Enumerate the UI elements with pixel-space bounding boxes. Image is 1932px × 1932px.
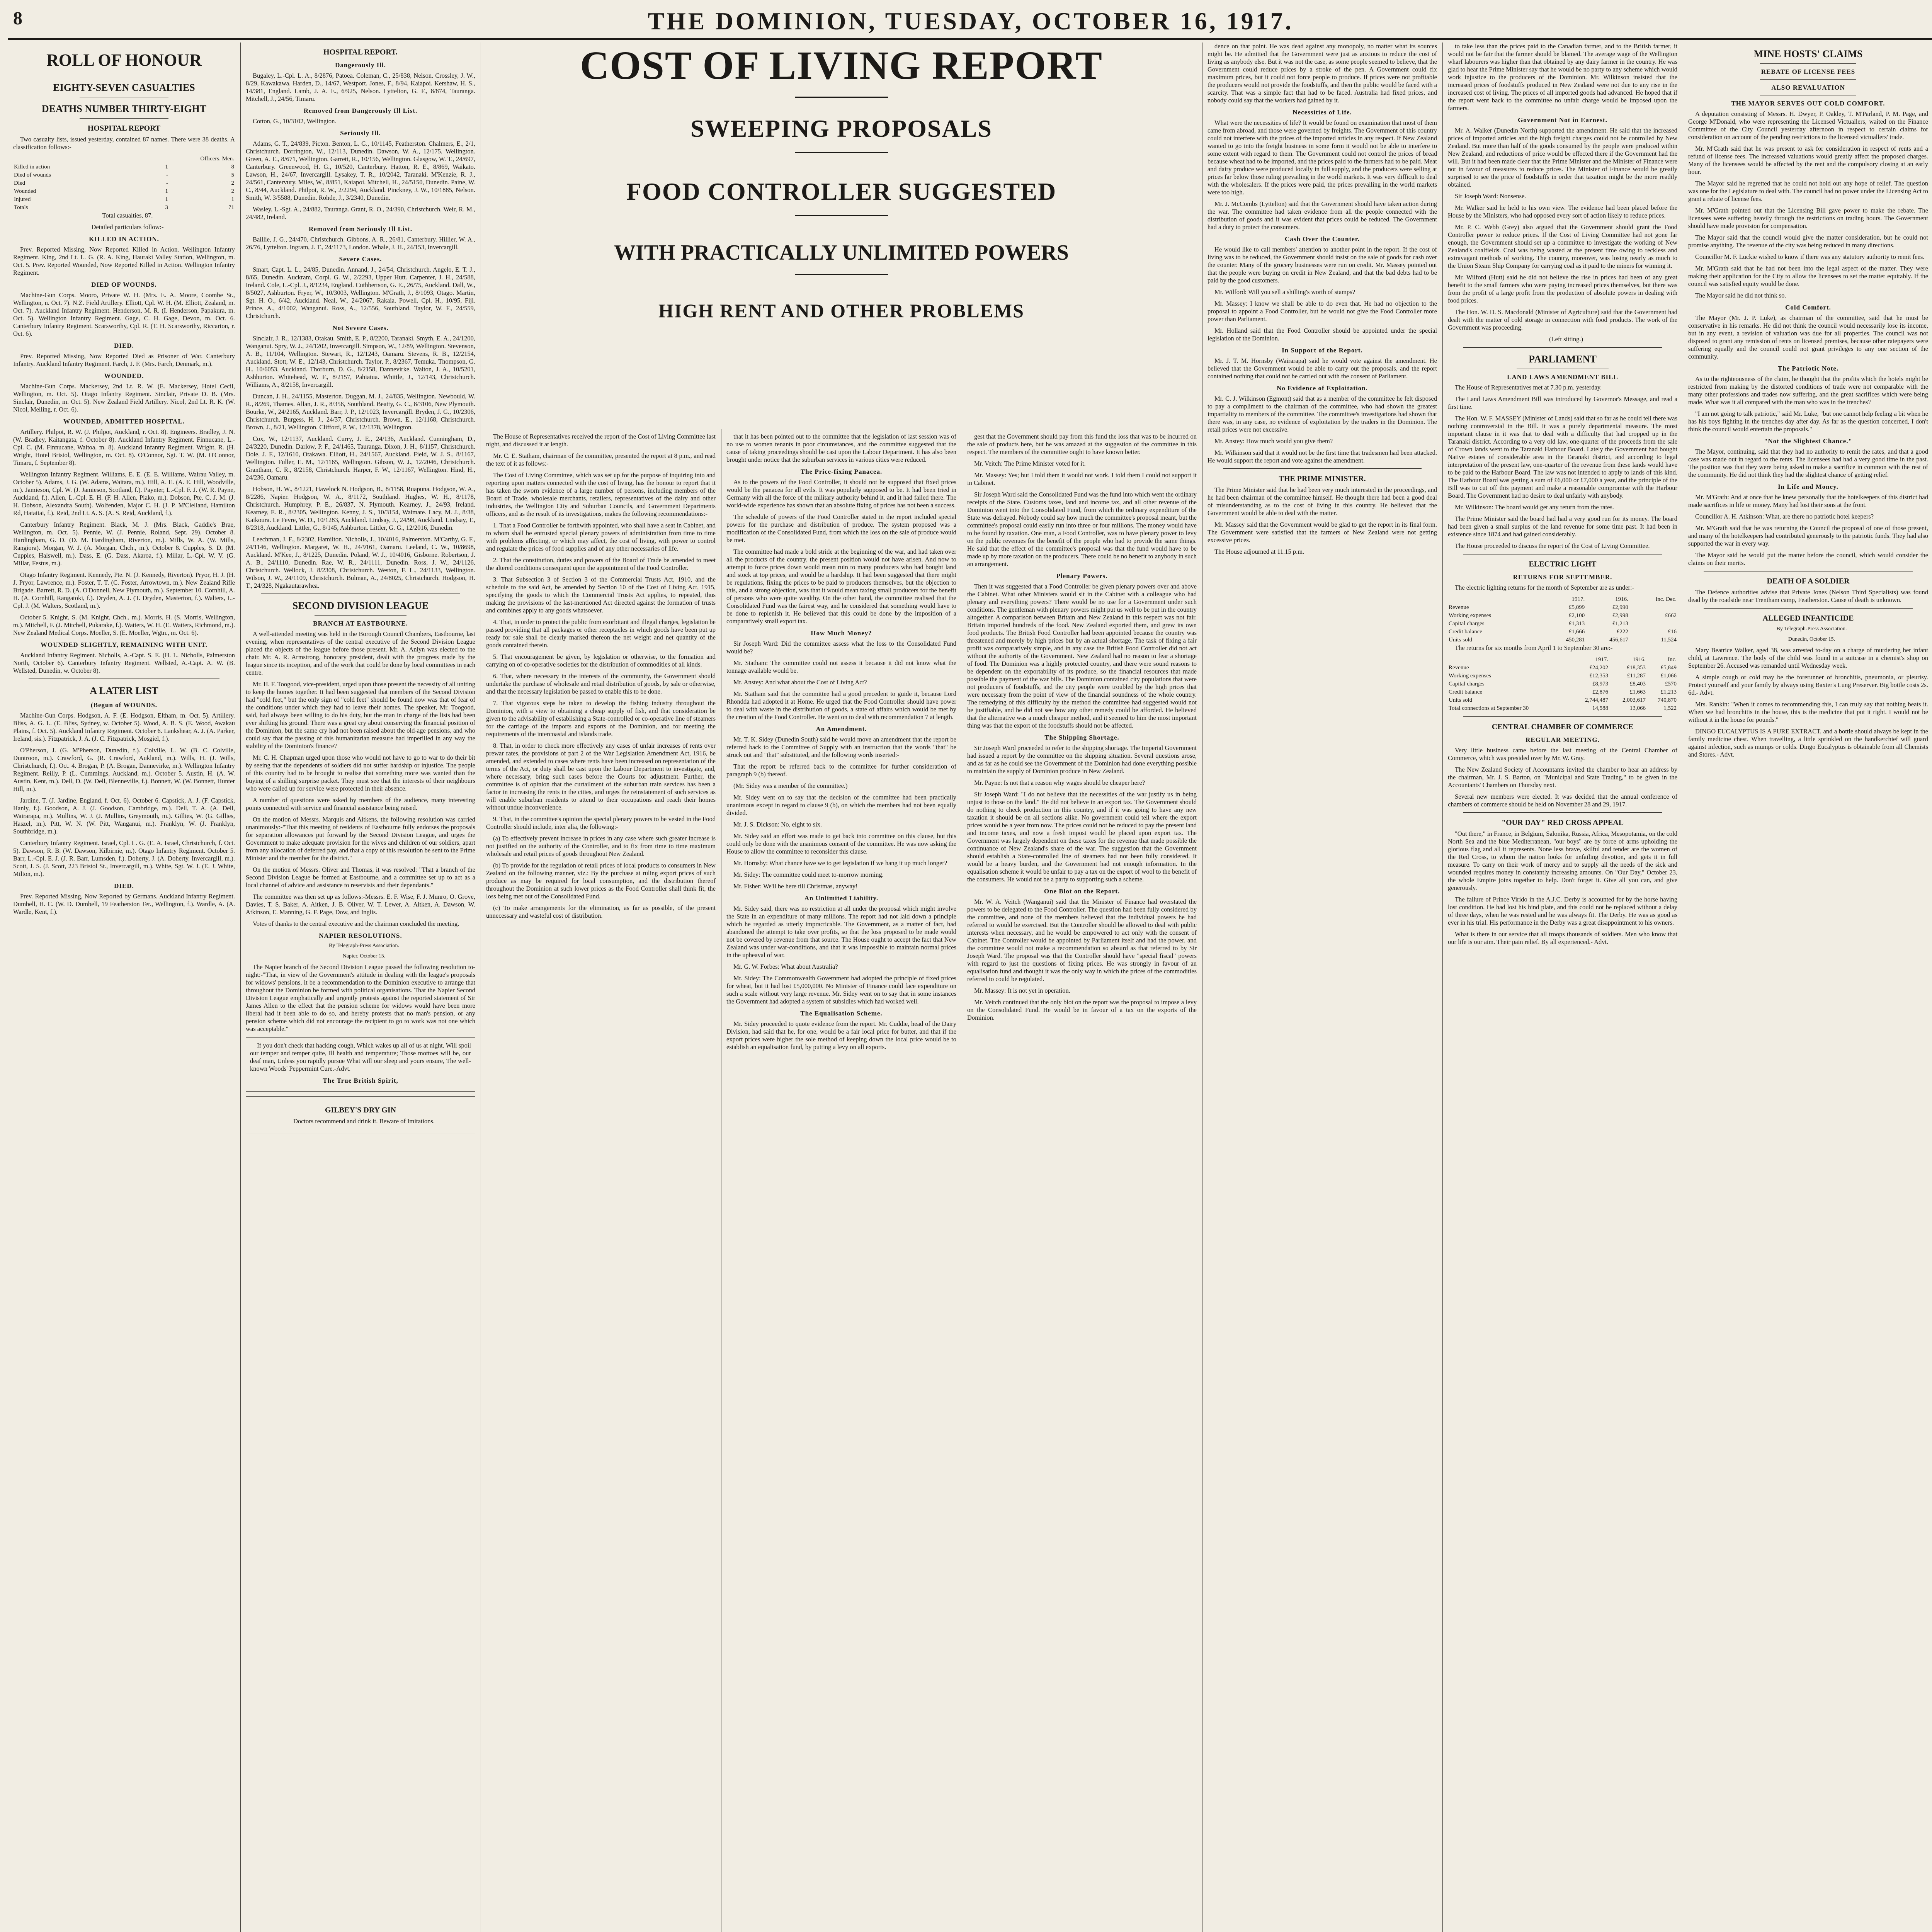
table-row: Revenue £5,099 £2,990 — [1449, 604, 1628, 611]
article-paragraph: Machine-Gun Corps. Mackersey, 2nd Lt. R. W. (E. Mackersey, Hotel Cecil, Wellington, m. Oct. 5). Otago Infantry Regiment. Sinclair, Private D. B. (Mrs. Sinclair, Dunedin, m. Oct. 5). New Zealand Field Artillery. Nicol, 2nd Lt. R. K. (W. Nicol, Melling, r. Oct. 6). — [13, 383, 235, 413]
article-paragraph: Prev. Reported Missing, Now Reported Killed in Action. Wellington Infantry Regiment. King, 2nd Lt. L. G. (R. A. King, Hauraki Valley Station, Wellington, m. Oct. 5. Prev. Reported Wounded, Now Reported Killed in Action. Wellington Infantry Regiment. — [13, 246, 235, 276]
sub-heading: DIED. — [114, 882, 134, 889]
divider — [1223, 468, 1422, 469]
article-paragraph: The Prime Minister said the board had had a very good run for its money. The board had been given a small surplus of the land revenue for some time past. It had been in existence since 1874 and had gained considerably. — [1448, 515, 1677, 538]
article-paragraph: The schedule of powers of the Food Controller stated in the report included special powers for the purchase and distribution of produce. The system proposed was a modification of the Consolidated Fund, from which the loss on the sale of produce would be met. — [726, 513, 956, 544]
banner-headline: COST OF LIVING REPORT — [580, 43, 1103, 88]
table-row: Injured 1 1 — [14, 196, 234, 202]
article-paragraph: Mr. Hornsby: What chance have we to get legislation if we hang it up much longer? — [733, 859, 947, 867]
article-paragraph: 4. That, in order to protect the public from exorbitant and illegal charges, legislation be passed providing that all packages or other receptacles in which goods have been put up ready for sale shall be clearly marked thereon the net weight and net quantity of the goods contained therein. — [486, 618, 716, 649]
table-row: Working expenses £2,100 £2,998 £662 — [1449, 612, 1677, 619]
article-paragraph: 8. That, in order to check more effectively any cases of unfair increases of rents over prewar rates, the provisions of part 2 of the War Legislation Amendment Act, 1916, be amended, and extended to cases where rents have been increased on representation of the terms of the Act, or duty shall be cast upon the Labour Department to investigate, and, where necessary, bring such cases before the Courts for adjustment. Further, the committee is of opinion that the curtailment of the suburban train services has been a factor in increasing the rents in the cities, and urges the reinstatement of such services as will enable suburban residents to attend to their occupations and reach their homes without undue inconvenience. — [486, 742, 716, 811]
sub-heading: REBATE OF LICENSE FEES — [1761, 68, 1855, 75]
table-row: Totals 3 71 — [14, 204, 234, 211]
article-paragraph: Mr. Massey said that the Government would be glad to get the report in its final form. The Government were satisfied that the farmers of New Zealand were not getting excessive prices. — [1208, 521, 1437, 544]
divider — [795, 97, 888, 98]
article-paragraph: A number of questions were asked by members of the audience, many interesting points connected with service and financial assistance being raised. — [246, 796, 475, 811]
divider — [1760, 79, 1856, 80]
article-paragraph: Mr. J. McCombs (Lyttelton) said that the Government should have taken action during the war. The committee had taken evidence from all the people connected with the distribution of goods and it was evident that prices could be reduced. The Government had a duty to protect the consumers. — [1208, 200, 1437, 231]
advertisement-gin — [246, 1096, 475, 1133]
sub-heading: Removed from Dangerously Ill List. — [303, 107, 418, 114]
article-paragraph: He would like to call members' attention to another point in the report. If the cost of living was to be reduced, the Government should insist on the sale of goods for cash over the counter. Many of the grocery businesses were run on credit. Mr. Massey pointed out that the people were buying on credit in New Zealand, and that the bad debts had to be paid by the good customers. — [1208, 246, 1437, 284]
sub-heading: EIGHTY-SEVEN CASUALTIES — [53, 82, 195, 93]
article-paragraph: The Mayor said he would put the matter before the council, which would consider the claims on their merits. — [1688, 551, 1928, 566]
divider — [1463, 716, 1662, 717]
article-paragraph: Mr. Sidey: The Commonwealth Government had adopted the principle of fixed prices for wheat, but it had lost £5,000,000. No Minister of Finance could face expenditure on such a scale without very large revenue. Mr. Sidey went on to say that in some instances the Government had adopted a system of subsidies which had worked well. — [726, 975, 956, 1005]
sub-heading: HOSPITAL REPORT — [87, 124, 161, 133]
dateline: Napier, October 15. — [342, 953, 386, 959]
article-paragraph: Otago Infantry Regiment. Kennedy, Pte. N. (J. Kennedy, Riverton). Pryor, H. J. (H. J. Pryor, Lawrence, m.). Foster, T. T. (C. Foster, Arrowtown, m.). New Zealand Rifle Brigade. Barrett, R. D. (A. O'Donnell, New Plymouth, m.). September 10. Cornhill, A. H. (A. Cornhill, Rangatoki, f.). Dryden, A. J. (T. Dryden, Masterton, f.). Walters, L.-Cpl. J. (M. Walters, Scotland, m.). — [13, 571, 235, 609]
banner-subheadline: FOOD CONTROLLER SUGGESTED — [626, 178, 1057, 205]
article-paragraph: Mr. Veitch continued that the only blot on the report was the proposal to impose a levy on the Consolidated Fund. He would be in favour of a tax on the exports of the Dominion. — [967, 998, 1197, 1021]
article-paragraph: Mr. W. A. Veitch (Wanganui) said that the Minister of Finance had overstated the powers to be delegated to the Food Controller. The question had been fully considered by the committee, and none of the members believed that the individual powers he had referred to would be exercised. But the Controller should be allowed to deal with public interests when necessary, and he would be empowered to act only with the consent of Cabinet. The Controller would be appointed by Parliament itself and had the power, and the committee would not make a recommendation so absurd as that referred to by Sir Joseph Ward. The proposal was that the Controller should have "special fiscal" powers with regard to just the questions of fixing prices. He was strongly in favour of an equalisation fund and thought it was the only way in which the prices of the commodities referred to could be regulated. — [967, 898, 1197, 983]
divider — [795, 215, 888, 216]
article-paragraph: Mr. Massey: Yes; but I told them it would not work. I told them I could not support it in Cabinet. — [967, 471, 1197, 486]
article-paragraph: Bugaley, L.-Cpl. L. A., 8/2876, Patoea. Coleman, C., 25/838, Nelson. Crossley, J. W., 8/29, Kawakawa. Harden, D., 14/67, Westport. Jones, F., 8/94, Kaiapoi. Kershaw, H. S., 14/381, England. Lamb, J. A. E., 6/925, Nelson. Lyttelton, G. F., 8/874, Tauranga. Mitchell, J., 24/56, Timaru. — [246, 72, 475, 102]
article-paragraph: Mr. Sidey proceeded to quote evidence from the report. Mr. Cuddie, head of the Dairy Division, had said that he, for one, would be a fair local price for butter, and that if the export prices were higher the sole method of keeping down the local price would be to establish an equalisation fund, by putting a levy on all exports. — [726, 1020, 956, 1051]
article-paragraph: On the motion of Messrs. Marquis and Aitkens, the following resolution was carried unanimously:-"That this meeting of residents of Eastbourne fully endorses the proposals for separation allowances put forward by the Second Division League, and urges the Government to make adequate provision for the wives and children of our soldiers, apart from any allocation of deferred pay, and that a copy of this resolution be sent to the Prime Minister and the member for the district." — [246, 816, 475, 862]
article-paragraph: What were the necessities of life? It would be found on examination that most of them came from abroad, and those were governed by freights. The Government of this country could not interfere with the prices of the imported articles in any respect. If New Zealand wanted to go into the freight business in some form it would not be able to interfere to some extent with regard to them. The Government could not control the prices of bread because wheat had to be imported, and the prices paid to the farmers had to be paid. Meat and dairy produce were produced locally in full supply, and the producers were selling at prices far below those ruling prevailing in the world markets. It was very difficult to deal with the wholesalers. If the prices were paid, the prices prevailing in the world markets were too high. — [1208, 119, 1437, 196]
table-row: Credit balance £2,876 £1,663 £1,213 — [1449, 689, 1677, 695]
article-paragraph: Auckland Infantry Regiment. Nicholls, A.-Capt. S. E. (H. L. Nicholls, Palmerston North, October 6). Canterbury Infantry Regiment. Wellsted, A.-Capt. A. W. (B. Wellsted, Dunedin, w. October 8). — [13, 651, 235, 674]
sub-heading: Dangerously Ill. — [335, 61, 386, 69]
article-paragraph: What is there in our service that all troops thousands of soldiers. Men who know that our life is our aim. Their pain relief. By all experienced.- Advt. — [1448, 930, 1677, 946]
column-cost-of-living-1 — [481, 433, 721, 1932]
divider — [80, 118, 168, 119]
article-paragraph: that it has been pointed out to the committee that the legislation of last session was of no use to women tenants in poor circumstances, and the committee suggested that the cause of taking proceedings should be cast upon the Labour Department. It has also been brought under notice that the suburban services in various cities were reduced. — [726, 433, 956, 463]
byline: By Telegraph-Press Association. — [329, 943, 399, 949]
sub-heading: In Life and Money. — [1778, 483, 1838, 490]
article-paragraph: The Cost of Living Committee, which was set up for the purpose of inquiring into and reporting upon matters connected with the cost of living, has the honour to report that it has taken the sworn evidence of a large number of persons, including members of the Board of Trade, wholesale merchants, retailers, representatives of the dairy and other industries, the Wellington City and Suburban Councils, and Government Departments officers, and as the result of its investigations, makes the following recommendations:- — [486, 471, 716, 517]
article-paragraph: Mr. Massey: I know we shall be able to do even that. He had no objection to the proposal to appoint a Food Controller, but he would not give the Food Controller more power than Parliament. — [1208, 300, 1437, 323]
divider — [1463, 812, 1662, 813]
article-paragraph: Mrs. Rankin: "When it comes to recommending this, I can truly say that nothing beats it. When we had bronchitis in the house, this is the medicine that put it right. I would not be without it in the house for pounds." — [1688, 701, 1928, 723]
article-paragraph: Machine-Gun Corps. Mooro, Private W. H. (Mrs. E. A. Moore, Coombe St., Wellington, n. Oct. 7). N.Z. Field Artillery. Elliott, Cpl. W. H. (M. Elliott, Zealand, m. Oct. 7). Auckland Infantry Regiment. Henderson, M. R. (I. Henderson, Papakura, m. Oct. 5). Wellington Infantry Regiment. Gage, C. H. Gage, Devon, m. Oct. 6. Canterbury Infantry Regiment. Scarsworthy, Cpl. R. (T. H. Scarsworthy, Riccarton, r. Oct. 6). — [13, 291, 235, 337]
article-paragraph: Mr. Anstey: How much would you give them? — [1214, 437, 1333, 445]
table-row: Credit balance £1,666 £222 £16 — [1449, 629, 1677, 635]
column-cost-of-living-4 — [1202, 43, 1442, 1932]
article-paragraph: The House adjourned at 11.15 p.m. — [1214, 548, 1304, 555]
article-paragraph: Canterbury Infantry Regiment. Black, M. J. (Mrs. Black, Gaddie's Brae, Wellington, m. Oct. 5). Pennie, W. (J. Pennie, Roland, Sept. 29). October 8. Hardingham, G. D. (D. M. Hardingham, Riverton, m.). Mills, W. A. (W. Mills, Rangiora). Morgan, W. J. (A. Morgan, Chch., m.). October 8. Cupples, S. D. (M. Cupples, Halswell, m.). Dass, E. (G. Dass, Akaroa, f.). Millar, L.-Cpl. W. V. (G. Millar, Festus, m.). — [13, 521, 235, 567]
article-paragraph: Councillor A. H. Atkinson: What, are there no patriotic hotel keepers? — [1695, 513, 1874, 520]
article-paragraph: Mr. M'Grath said that he was returning the Council the proposal of one of those present, and many of the hotelkeepers had contributed generously to the patriotic funds. They had also supported the war in every way. — [1688, 524, 1928, 547]
article-paragraph: On the motion of Messrs. Oliver and Thomas, it was resolved: "That a branch of the Second Division League be formed at Eastbourne, and a committee set up to act as a local channel of advice and assistance to reservists and their dependants." — [246, 866, 475, 889]
article-paragraph: Mr. J. S. Dickson: No, eight to six. — [733, 821, 822, 828]
article-paragraph: O'Pherson, J. (G. M'Pherson, Dunedin, f.). Colville, L. W. (B. C. Colville, Duntroon, m.). Crawford, G. (R. Crawford, Aukland, m.). Wills, H. (J. Wills, Christchurch, f.). Oct. 4. Brogan, P. (A. Brogan, Dannevirke, m.). Wellington Infantry Regiment. Reilly, P. (L. Cummings, Auckland, m.). October 5. Austin, H. (A. W. Austin, Kent, m.). Dell, D. (W. Dell, Blenneville, f.). Bonnett, W. (W. Bonnett, Hunter Hill, m.). — [13, 747, 235, 793]
table-row: 1917. 1916. Inc. Dec. — [1571, 596, 1677, 602]
sub-heading: DIED OF WOUNDS. — [91, 281, 157, 288]
article-paragraph: Duncan, J. H., 24/1155, Masterton. Duggan, M. J., 24/835, Wellington. Newbould, W. R., 8/269, Thames. Allan, J. R., 8/356, Southland. Beatty, G. C., 8/3106, New Plymouth. Bourke, W., 24/2165, Auckland. Barr, J. P., 12/1023, Invercargill. Bryden, J. G., 10/2306, Christchurch. Burgess, H. J., 24/37, Christchurch. Brown, E., 12/1168, Christchurch. Brown, J., 8/21, Wellington. Clifford, P. W., 12/1378, Wellington. — [246, 393, 475, 431]
sub-heading: Plenary Powers. — [1056, 572, 1108, 580]
sub-heading: DEATHS NUMBER THIRTY-EIGHT — [41, 103, 207, 114]
banner-subheadline: WITH PRACTICALLY UNLIMITED POWERS — [614, 241, 1069, 265]
article-paragraph: "Out there," in France, in Belgium, Salonika, Russia, Africa, Mesopotamia, on the cold North Sea and the blue Mediterranean, "our boys" are by force of arms upholding the glorious flag and all it represents. None less brave, skilful and tender are the women of the Red Cross, to whom the nation looks for unfailing devotion, and gets it in full measure. To carry on their work of mercy and to supply all the needs of the sick and wounded requires money in constantly increasing amounts. On "Our Day," October 23, the whole Empire joins together to help. Don't forget it. Give all you can, and give generously. — [1448, 830, 1677, 891]
article-paragraph: 7. That vigorous steps be taken to develop the fishing industry throughout the Dominion, with a view to obtaining a cheap supply of fish, and that consideration be given to the advisability of establishing a State-controlled or co-operative line of steamers for the carriage of the imports and exports of the Dominion, and for meeting the requirements of the intercoastal and islands trade. — [486, 699, 716, 738]
article-paragraph: Votes of thanks to the central executive and the chairman concluded the meeting. — [253, 920, 459, 927]
article-paragraph: Mary Beatrice Walker, aged 38, was arrested to-day on a charge of murdering her infant child, at Lawrence. The body of the child was found in a suitcase in a chemist's shop on September 26. Accused was remanded until Wednesday week. — [1688, 646, 1928, 669]
article-paragraph: Leechman, J. F., 8/2302, Hamilton. Nicholls, J., 10/4016, Palmerston. M'Carthy, G. F., 24/1146, Wellington. Margaret, W. H., 24/9161, Oamaru. Leeland, C. W., 10/8698, Auckland. M'Kee, J., 8/1225, Dunedin. Poland, W. J., 10/4016, Gisborne. Robertson, J. A. B., 24/1110, Dunedin. Rae, W. R., 24/1111, Dunedin. Ross, J. W., 24/1126, Christchurch. Wellock, J. 8/2308, Christchurch. Weston, F. L., 24/1133, Wellington. Wilson, J. W., 24/1109, Christchurch. Bulman, A., 24/8025, Christchurch. Hodgson, H. T., 24/328, Ngakautarawhea. — [246, 536, 475, 589]
electric-returns-six-months-table — [1448, 656, 1677, 713]
table-row: Died - 2 — [14, 180, 234, 186]
detailed-line: Detailed particulars follow:- — [91, 223, 164, 231]
article-paragraph: Mr. Payne: Is not that a reason why wages should be cheaper here? — [974, 779, 1145, 786]
article-paragraph: Sinclair, J. R., 12/1383, Otakau. Smith, E. P., 8/2200, Taranaki. Smyth, E. A., 24/1200, Wanganui. Spry, W. J., 24/1202, Invercargill. Simpson, W., 12/89, Wellington. Stevenson, A. B., 11/104, Wellington. Stewart, R., 12/1243, Oamaru. Stevens, R. B., 12/2154, Auckland. Stott, W. E., 12/143, Christchurch. Taylor, P., 8/2367, Temuka. Thompson, G. H., 10/6053, Auckland. Thorburn, D. G., 8/2158, Dannevirke. Walton, J. A., 10/5201, Ashburton. Whitehead, W. F., 8/2157, Pahiatua. Whittle, J., 12/143, Christchurch. Williams, A., 8/2158, Invercargill. — [246, 335, 475, 388]
column-cost-of-living-3 — [962, 433, 1202, 1932]
article-paragraph: The Hon. W. D. S. Macdonald (Minister of Agriculture) said that the Government had dealt with the matter of cold storage in connection with food products. The work of the Government was proceeding. — [1448, 308, 1677, 331]
article-paragraph: Cox, W., 12/1137, Auckland. Curry, J. E., 24/136, Auckland. Cunningham, D., 24/3220, Dunedin. Darlow, P. F., 24/1465, Tauranga. Dixon, J. H., 8/1157, Christchurch. Dole, J. F., 12/1610, Otakawa. Elliott, H., 24/1567, Auckland. Field, W. J. S., 8/1167, Wellington. Fuller, E. M., 12/1165, Wellington. Gibson, W. J., 12/2046, Christchurch. Grantham, C. R., 8/2158, Christchurch. Harper, F. W., 12/1167, Wellington. Hind, H., 24/236, Oamaru. — [246, 435, 475, 481]
article-paragraph: Adams, G. T., 24/839, Picton. Benton, L. G., 10/1145, Featherston. Chalmers, E., 2/1, Christchurch. Dorrington, W., 12/113, Dunedin. Dawson, W. A., 12/175, Wellington. Green, A. E., 8/671, Wellington. Garrett, R., 10/156, Wellington. Glasgow, W. T., 24/697, Canterbury. Greenwood, H. G., 10/520, Canterbury. Hatton, R. E., 8/869, Waikato. Lawson, H., 24/67, Invercargill. Lysakey, T. R., 10/2042, Taranaki. M'Kenzie, R. J., 24/561, Cantervury. Miles, W., 8/851, Kaiapoi. Mitchell, H., 24/5150, Dunedin. Paine, W. C., 8/44, Auckland. Philpot, R. W., 2/2294, Auckland. Pinckney, J. W., 10/1885, Nelson. Smith, W. 3/5588, Dunedin. Rohde, J., 3/2340, Dunedin. — [246, 140, 475, 201]
article-paragraph: Mr. G. W. Forbes: What about Australia? — [733, 963, 838, 970]
article-paragraph: Sir Joseph Ward proceeded to refer to the shipping shortage. The Imperial Government had issued a report by the committee on the shipping situation. Several questions arose, and as far as he could see the Government of the Dominion had done everything possible to maintain the supply of Dominion produce in New Zealand. — [967, 744, 1197, 775]
section-heading: THE PRIME MINISTER. — [1279, 474, 1366, 483]
section-heading: PARLIAMENT — [1529, 354, 1597, 365]
article-paragraph: Baillie, J. G., 24/470, Christchurch. Gibbons, A. R., 26/81, Canterbury. Hillier, W. A., 26/76, Lyttelton. Ingram, J. T., 24/1173, London. Whale, J. H., 24/153, Invercargill. — [246, 236, 475, 251]
article-paragraph: The Mayor said he regretted that he could not hold out any hope of relief. The question was one for the Legislature to deal with. The council had no power under the Licensing Act to grant a rebate of license fees. — [1688, 180, 1929, 202]
article-paragraph: Mr. A. Walker (Dunedin North) supported the amendment. He said that the increased prices of imported articles and the high freight charges could not be controlled by New Zealand. But more than half of the goods consumed by the people were produced within New Zealand, and reductions of price would be effected there if the Government had the will. But it had been made clear that the Prime Minister and the Minister of Finance were not in favour of measures to reduce prices. The Minister of Finance would be greatly surprised to see the price of foodstuffs in order that taxation might be the more readily obtained. — [1448, 127, 1677, 188]
advert-text: If you don't check that hacking cough, Which wakes up all of us at night, Will spoil our temper and temper quite, Ill health and temperature; Those mottoes will be, our deaf man, Unless you rapidly pursue What will our sleep and yours ensure, The well-known Woods' Peppermint Cure.-Advt. — [250, 1042, 471, 1072]
article-paragraph: A simple cough or cold may be the forerunner of bronchitis, pneumonia, or pleurisy. Protect yourself and your family by always using Baxter's Lung Preserver. Big bottle costs 2s. 6d.- Advt. — [1688, 673, 1928, 696]
sub-heading: DIED. — [114, 342, 134, 349]
article-paragraph: Smart, Capt. L. L., 24/85, Dunedin. Annand, J., 24/54, Christchurch. Angelo, E. T. J., 8/65, Dunedin. Auckram, Corpl. G. W., 2/2293, Upper Hutt. Carpenter, J. H., 24/588, Ireland. Cole, L.-Cpl. J., 8/1234, England. Cuthbertson, G. E., 26/75, Auckland. Dall, W., 8/5027, Ashburton. Fryer, W., 10/3003, Wellington. M'Grath, J., 8/1093, Otago. Martin, Sgt. H. O., 6/42, Auckland. Neal, W., 24/2067, Rakaia. Powell, Cpl. H., 10/95, Fiji. Prince, A., 4/1002, Wanganui. Ross, A., 12/556, Southland. Taylor, W. F., 24/559, Christchurch. — [246, 266, 475, 320]
divider — [795, 152, 888, 153]
article-paragraph: Mr. Wilford (Hutt) said he did not believe the rise in prices had been of any great benefit to the small farmers who were paying increased prices themselves, but there was from the profit of a large profit from the production of absolute powers in dealing with food prices. — [1448, 274, 1677, 304]
article-paragraph: Councillor M. F. Luckie wished to know if there was any statutory authority to remit fees. — [1695, 253, 1925, 260]
sub-heading: Government Not in Earnest. — [1518, 116, 1607, 124]
article-paragraph: As to the powers of the Food Controller, it should not be supposed that fixed prices would be the panacea for all evils. It was popularly supposed to be. It had been tried in Germany with all the force of the military authority behind it, and it had failed there. The world-wide experience has shown that an absolute fixing of prices has not been a success. — [726, 478, 956, 509]
total-line: Total casualties, 87. — [102, 212, 153, 219]
advertisement-cough — [246, 1037, 475, 1092]
article-paragraph: Mr. Statham: The committee could not assess it because it did not know what the tonnage available would be. — [726, 659, 956, 674]
sub-heading: WOUNDED, ADMITTED HOSPITAL. — [63, 418, 185, 425]
article-paragraph: Sir Joseph Ward said the Consolidated Fund was the fund into which went the ordinary receipts of the State. Customs taxes, land and income tax, and all other revenue of the Dominion went into the Consolidated Fund, from which the ordinary expenditure of the State was defrayed. Nobody could say how much the committee's proposal meant, but the committee's proposal could easily run into three or four millions. The money would have to be found by taxation. One man, a Food Controller, was to have plenary power to levy on the public revenues for the benefit of the people who had to provide the same things. He said that the effect of the committee's proposal was that the fund would have to be made up by more taxation on the producers. There could be no benefit to anybody in such an arrangement. — [967, 491, 1197, 568]
sub-heading: The Patriotic Note. — [1777, 365, 1839, 372]
sub-heading: (Begun of WOUNDS. — [90, 701, 158, 709]
table-row: Revenue £24,202 £18,353 £5,849 — [1449, 665, 1677, 671]
sub-heading: "Not the Slightest Chance." — [1764, 437, 1853, 445]
sub-heading: Severe Cases. — [339, 255, 382, 263]
section-heading: CENTRAL CHAMBER OF COMMERCE — [1492, 723, 1634, 731]
banner-subheadline: SWEEPING PROPOSALS — [690, 115, 993, 142]
article-paragraph: The committee had made a bold stride at the beginning of the war, and had taken over all the products of the country, the present position would not have arisen. And now to attempt to force prices down would mean ruin to many producers who had bought land and stock at top prices, and would be a hardship. It had been suggested that there might be regulations, fixing the prices to be paid to producers themselves, but the objection to this, and a strong objection, was that it would mean taxing small producers for the benefit of persons who were quite wealthy. On the other hand, the committee realised that the Consolidated Fund was the fairest way, and he considered that something would have to be done to replenish it. He believed that this could be done by the imposition of a comparatively small export tax. — [726, 548, 956, 625]
article-paragraph: Mr. Sidey: The committee could meet to-morrow morning. — [733, 871, 884, 878]
cost-of-living-banner — [481, 43, 1202, 323]
article-paragraph: 3. That Subsection 3 of Section 3 of the Commercial Trusts Act, 1910, and the schedule to the said Act, be amended by Section 10 of the Cost of Living Act, 1915, specifying the goods to which the Commercial Trusts Act applies, to repeated, thus making the provisions of the last-mentioned Act directed against the formation of trusts and combines apply to any goods whatsoever. — [486, 576, 716, 614]
section-heading: DEATH OF A SOLDIER — [1767, 577, 1850, 585]
article-paragraph: The Napier branch of the Second Division League passed the following resolution to-night:-"That, in view of the Government's attitude in dealing with the league's proposals for widows' pensions, it be a recommendation to the Dominion executive to arrange that throughout the Dominion be formed with political organisations. That the Napier Second Division League emphatically and urgently protests against the reported statement of Sir James Allen to the effect that the pension scheme for widows would have been more liberal had it been able to do so, and hereby protests that no man's pension, or any pension scheme which did not encourage the recipient to go to work was not one which was acceptable." — [246, 963, 475, 1032]
article-paragraph: The Hon. W. F. MASSEY (Minister of Lands) said that so far as he could tell there was nothing controversial in the Bill. It was a purely departmental measure. The most important clause in it was that to deal with a difficulty that had cropped up in the Taranaki district. According to a very old law, one-quarter of the proceeds from the sale of Crown lands went to the Taranaki Harbour Board. Lately the Government had bought Native estates of considerable area in the Taranaki district, and according to legal interpretation of the present law, one-quarter of the revenue from these lands would have to be paid to the Harbour Board. The law was not intended to apply to lands of this kind. The Harbour Board was getting a sum of £6,000 or £7,000 a year, and the principle of the Bill was to cut off this payment and make a reasonable compromise with the Harbour Board. The Government had no desire to deal unfairly with anybody. — [1448, 415, 1677, 499]
table-row: Died of wounds - 5 — [14, 172, 234, 178]
table-row: Capital charges £1,313 £1,213 — [1449, 621, 1628, 627]
sub-heading: The Price-fixing Panacea. — [800, 468, 883, 475]
sub-heading: The Equalisation Scheme. — [800, 1010, 883, 1017]
article-paragraph: Artillery. Philpot, R. W. (J. Philpot, Auckland, r. Oct. 8). Engineers. Bradley, J. N. (W. Bradley, Kaitangata, f. October 8). Auckland Infantry Regiment. Finnucane, L.-Cpl. C. (M. Finnucane, Waitoa, m. 8). Auckland Infantry Regiment. Wright, R. (H. Wright, Hotel Bristol, Wellington, m. Oct. 8). O'Connor, Sgt. T. W. (M. O'Connor, Timaru, f. September 8). — [13, 428, 235, 466]
sub-heading: In Support of the Report. — [1282, 347, 1363, 354]
article-paragraph: The Mayor, continuing, said that they had no authority to remit the rates, and that a good case was made out in regard to the rents. The licensees had had a very good time in the past. The position was that they were being asked to make a sacrifice in common with the rest of the community. He did not think they had the slightest chance of getting relief. — [1688, 448, 1928, 478]
sub-heading: WOUNDED SLIGHTLY, REMAINING WITH UNIT. — [41, 641, 207, 648]
article-paragraph: Mr. M'Grath said that he had not been into the legal aspect of the matter. They were making their application for the City to allow the licensees to set the matter equitably. If the council was satisfied equity would be done. — [1688, 265, 1928, 287]
sub-heading: How Much Money? — [811, 629, 872, 637]
sub-heading: Cash Over the Counter. — [1285, 235, 1360, 243]
article-paragraph: The electric lighting returns for the month of September are as under:- — [1455, 584, 1634, 591]
sub-heading: Not Severe Cases. — [332, 324, 389, 332]
article-paragraph: Mr. M'Grath pointed out that the Licensing Bill gave power to make the rebate. The licensees were suffering heavily through the restrictions on trading hours. The Government should have made provision for compensation. — [1688, 207, 1928, 230]
article-paragraph: The Prime Minister said that he had been very much interested in the proceedings, and he had been chairman of the committee himself. He thought there had been a good deal of misunderstanding as to the cost of living in this country. He believed that the Government would be able to deal with the matter. — [1208, 486, 1437, 517]
sub-heading: THE MAYOR SERVES OUT COLD COMFORT. — [1731, 100, 1885, 107]
article-paragraph: October 5. Knight, S. (M. Knight, Chch., m.). Morris, H. (S. Morris, Wellington, m.). Mitchell, F. (J. Mitchell, Pukarake, f.). Watters, W. H. (E. Watters, Richmond, m.). New Zealand Medical Corps. Moeller, S. (E. Moeller, Wgtn., m. Oct. 6). — [13, 614, 235, 636]
sub-heading: REGULAR MEETING. — [1526, 736, 1600, 743]
section-heading: ELECTRIC LIGHT — [1529, 560, 1597, 568]
section-heading: HOSPITAL REPORT. — [323, 48, 398, 56]
article-paragraph: A well-attended meeting was held in the Borough Council Chambers, Eastbourne, last evening, when representatives of the central executive of the Second Division League placed the objects of the league before those present. Mr. A. Anlyn was elected to the chair. Mr. A. R. Armstrong, honorary president, dealt with the progress made by the league since its inception, and of the work that could be done by local committees in each centre. — [246, 630, 475, 676]
article-paragraph: Then it was suggested that a Food Controller be given plenary powers over and above the Cabinet. What other Ministers would sit in the Cabinet with a colleague who had plenary and everything powers? There would be no use for a Government under such conditions. The gentleman with plenary powers might put us well to be put in the country altogether. A comparison between Britain and New Zealand in this respect was not fair. Britain imported hundreds of the food. New Zealand exported them, and grew its own food products. The British Food Controller had been appointed because the country was threatened and merely by high prices but by an actual shortage. The task of fixing a fair profit was comparatively simple, and in any case the British Food Controller did not act without the authority of the Government. New Zealand had no reason to fear a shortage of food. The Dominion was a highly protected country, and there were sound reasons to be dependent on the exportability of its produce, so the financial resources that made possible the payment of the war bills. The Dominion contained city populations that were not producers of foodstuffs, and the city people were troubled by the high prices that were necessary from the point of view of the financial soundness of the whole country. The remedying of this difficulty by the method the committee had suggested would not be justifiable, and he did not see how any other remedy could be afforded. He believed that the alternative was a much cheaper method, and it seemed to him the most important thing was that the export of the foodstuffs should not be affected. — [967, 583, 1197, 729]
table-row: 1917. 1916. Inc. — [1595, 656, 1677, 663]
article-paragraph: The Mayor said he did not think so. — [1695, 292, 1786, 299]
article-paragraph: Mr. P. C. Webb (Grey) also argued that the Government should grant the Food Controller power to reduce prices. If the Cost of Living Committee had not gone far enough, the Government should set up a committee to investigate the working of New Zealand's coalfields. Coal was being wasted at the present time owing to reckless and extravagant methods of working. The country, moreover, was losing nearly as much to the Union Steam Ship Company for carrying coal as it paid to the miners for winning it. — [1448, 223, 1677, 269]
table-header: Officers. Men. — [200, 156, 234, 162]
article-paragraph: The failure of Prince Virido in the A.J.C. Derby is accounted for by the horse having lost condition. He had lost his hind plate, and this could not be replaced without a delay of three days, when he was rested and he was always fit. The Derby. He was as good as ever in his trial. His performance in the Derby was a great disappointment to his owners. — [1448, 896, 1677, 926]
article-paragraph: Prev. Reported Missing, Now Reported Died as Prisoner of War. Canterbury Infantry. Auckland Infantry Regiment. Farch, J. F. (Mrs. Farch, Denmark, m.). — [13, 352, 235, 367]
dateline: Dunedin, October 15. — [1788, 636, 1835, 642]
article-paragraph: Mr. C. J. Wilkinson (Egmont) said that as a member of the committee he felt disposed to pay a compliment to the chairman of the committee, who had shown the greatest impartiality to members of the committee. The committee's investigations had shown that there was, in any case, no evidence of exploitation by the traders in the Dominion. The retail prices were not excessive. — [1208, 395, 1437, 433]
article-paragraph: Mr. C. H. Chapman urged upon those who would not have to go to war to do their bit by seeing that the dependents of soldiers did not suffer hardship or injustice. The people of this country had to be brought to realise that something more was wanted than the buying of a shilling surprise packet. They must see that the interests of their neighbours who were called up for service were protected in their absence. — [246, 754, 475, 792]
article-paragraph: DINGO EUCALYPTUS IS A PURE EXTRACT, and a bottle should always be kept in the family medicine chest. When travelling, a little sprinkled on the handkerchief will guard against infection, such as mumps or colds. Dingo Eucalyptus is obtainable from all Chemists and Stores.- Advt. — [1688, 728, 1928, 758]
article-paragraph: The Land Laws Amendment Bill was introduced by Governor's Message, and read a first time. — [1448, 395, 1677, 410]
sub-heading: WOUNDED. — [104, 372, 144, 379]
article-paragraph: 5. That encouragement be given, by legislation or otherwise, to the formation and carrying on of co-operative societies for the distribution of commodities of all kinds. — [486, 653, 716, 668]
sub-heading: The Shipping Shortage. — [1044, 734, 1119, 741]
table-row: Units sold 2,744,487 2,003,617 740,870 — [1449, 697, 1677, 703]
column-hospital-report — [240, 43, 481, 1932]
article-paragraph: The New Zealand Society of Accountants invited the chamber to hear an address by the chairman, Mr. J. S. Barton, on "Municipal and State Trading," to be given in the Accountants' Chambers on Thursday next. — [1448, 766, 1677, 789]
section-heading: MINE HOSTS' CLAIMS — [1753, 48, 1863, 60]
banner-subheadline: HIGH RENT AND OTHER PROBLEMS — [658, 300, 1024, 321]
table-row: Working expenses £12,353 £11,287 £1,066 — [1449, 673, 1677, 679]
section-heading: "OUR DAY" RED CROSS APPEAL — [1502, 818, 1624, 827]
sub-heading: An Unlimited Liability. — [804, 895, 879, 902]
advert-text: Doctors recommend and drink it. Beware of Imitations. — [293, 1117, 435, 1125]
article-paragraph: Sir Joseph Ward: Did the committee assess what the loss to the Consolidated Fund would be? — [726, 640, 956, 655]
section-heading: ROLL OF HONOUR — [46, 51, 202, 70]
table-row: Total connections at September 30 14,588 13,066 1,522 — [1449, 705, 1677, 711]
article-paragraph: Mr. Statham said that the committee had a good precedent to guide it, because Lord Rhondda had adopted it at Home. He urged that the Food Controller should have power to deal with waste in the distribution of goods, a state of affairs which would be met by the creation of the Food Controller. He went on to deal with recommendation 7 at length. — [726, 690, 956, 721]
article-paragraph: 1. That a Food Controller be forthwith appointed, who shall have a seat in Cabinet, and to whom shall be entrusted special plenary powers of administration from time to time with problems affecting, or which may affect, the cost of living, with power to control and regulate the prices of food supplies and of any other necessaries of life. — [486, 522, 716, 552]
article-paragraph: Mr. M'Grath: And at once that he knew personally that the hotelkeepers of this district had made sacrifices in life or money. Many had lost their sons at the front. — [1688, 493, 1928, 509]
article-paragraph: Hobson, H. W., 8/1221, Havelock N. Hodgson, B., 8/1158, Ruapuna. Hodgson, W. A., 8/2286, Napier. Hodgson, W. A., 8/1172, Southland. Hughes, W. H., 8/1178, Christchurch. Humphrey, P. E., 26/837, N. Plymouth. Kearney, J., 24/93, Ireland. Kearney, E. R., 8/2305, Wellington. Kenny, J. S., 10/3154, Waimate. Lacy, M. J., 8/38, Kaikoura. Le Fevre, W. D., 10/1283, Auckland. Lindsay, J., 24/98, Auckland. Lindsay, T., 8/2318, Auckland. Littler, G., 8/145, Ashburton. Littler, G. G., 12/2016, Dunedin. — [246, 485, 475, 531]
article-paragraph: Mr. H. F. Toogood, vice-president, urged upon those present the necessity of all uniting to keep the homes together. It had been suggested that members of the Second Division had "cold feet," but the only sign of "cold feet" should be found now was that of fear of the conditions under which they had to leave their homes. The speaker, Mr. Toogood, said, had always been willing to do his duty, but the man in charge of the lists had been ever shifting his ground. There was a great cry about conserving the financial position of the Dominion, but the same cry had not been raised about the old-age pensions, and who could say that the passing of this humanitarian measure had imperilled in any way the stability of the Dominion's finance? — [246, 680, 475, 750]
sub-heading: Necessities of Life. — [1293, 109, 1352, 116]
article-paragraph: Mr. T. K. Sidey (Dunedin South) said he would move an amendment that the report be referred back to the Committee of Supply with an instruction that the words "that" be struck out and "that" substituted, and the following words inserted:- — [726, 736, 956, 759]
article-paragraph: Several new members were elected. It was decided that the annual conference of chambers of commerce should be held on November 28 and 29, 1917. — [1448, 793, 1677, 808]
article-paragraph: 6. That, where necessary in the interests of the community, the Government should undertake the purchase of wholesale and retail distribution of goods, by sale or otherwise, and that the necessary legislation be passed to enable this to be done. — [486, 672, 716, 695]
table-row: Wounded 1 2 — [14, 188, 234, 194]
article-paragraph: (a) To effectively prevent increase in prices in any case where such greater increase is not justified on the authority of the Controller, and to fix from time to time maximum wholesale and retail prices of goods throughout New Zealand. — [486, 835, 716, 857]
article-paragraph: Mr. Walker said he held to his own view. The evidence had been placed before the House by the Ministers, who had opposed every sort of action likely to reduce prices. — [1448, 204, 1677, 219]
divider — [315, 615, 406, 616]
article-paragraph: Canterbury Infantry Regiment. Israel, Cpl. L. G. (E. A. Israel, Christchurch, f. Oct. 5). Dawson, R. B. (W. Dawson, Kilbirnie, m.). Otago Infantry Regiment. October 5. Barr, L.-Cpl. E. J. (J. R. Barr, Lumsden, f.). Doherty, J. (A. Doherty, Invercargill, m.). Scott, J. S. (J. Scott, 223 Bristol St., Invercargill, m.). White, Sgt. W. J. (E. J. White, Milton, m.). — [13, 839, 235, 878]
article-paragraph: Mr. J. T. M. Hornsby (Wairarapa) said he would vote against the amendment. He believed that the Government would be able to carry out the proposals, and the report contained nothing that could not be carried out with the consent of Parliament. — [1208, 357, 1437, 380]
table-row: Killed in action 1 8 — [14, 164, 234, 170]
article-paragraph: The returns for six months from April 1 to September 30 are:- — [1455, 644, 1613, 651]
sub-heading: No Evidence of Exploitation. — [1277, 384, 1368, 392]
article-paragraph: Mr. Sidey went on to say that the decision of the committee had been practically unanimous except in regard to clause 9 (b), on which the members had not been equally divided. — [726, 794, 956, 816]
article-paragraph: Wellington Infantry Regiment. Williams, E. E. (E. E. Williams, Wairau Valley, m. October 5). Adams, J. G. (W. Adams, Waitara, m.). Hill, A. E. (A. E. Hill, Woodville, m.). Jamieson, Cpl. W. (J. Jamieson, Scotland, f.). Paynter, L.-Cpl. F. J. (W. R. Payne, Auckland, f.). Allen, L.-Cpl. E. H. (F. H. Allen, Piako, m.). Dobson, Pte. C. J. M. (J. H. Dobson, Alexandra South). Wolfenden, Major C. H. (J. P. M'Clelland, Hamilton Rd, Hataitai, f.). Reid, 2nd Lt. A. S. (A. S. Reid, Auckland, f.). — [13, 471, 235, 517]
divider — [1463, 347, 1662, 348]
sub-heading: Seriously Ill. — [340, 129, 381, 137]
sub-heading: BRANCH AT EASTBOURNE. — [313, 620, 408, 627]
article-paragraph: (Mr. Sidey was a member of the committee.) — [733, 782, 848, 789]
article-paragraph: (b) To provide for the regulation of retail prices of local products to consumers in New Zealand on the following manner, viz.: By the purchase at ruling export prices of such produce as may be required for local consumption, and the distribution thereof throughout the Dominion at such lower prices as the Food Controller shall think fit, the loss being met out of the Consolidated Fund. — [486, 862, 716, 900]
article-paragraph: The Mayor said that the council would give the matter consideration, but he could not promise anything. The revenue of the city was being reduced in many directions. — [1688, 234, 1928, 249]
sub-heading: NAPIER RESOLUTIONS. — [319, 932, 402, 939]
article-paragraph: Mr. Sidey said, there was no restriction at all under the proposal which might involve the State in an expenditure of many millions. The report had not laid down a principle which he regarded as utterly impracticable. The Government, as a matter of fact, had abandoned the attempt to take over profits, so that the loss proposed to be made would not be covered by revenue from that source. The House ought to accept the fact that New Zealand was under war-conditions, and that it was impossible to maintain normal prices in the upheaval of war. — [726, 905, 956, 959]
article-paragraph: dence on that point. He was dead against any monopoly, no matter what its sources might be. He admitted that the Government were just as anxious to reduce the cost of living as anybody else. But it was not the case, as some people seemed to believe, that the Government could reduce prices by a stroke of the pen. A Government could fix maximum prices, but it could not force people to produce. If prices were not profitable the producers would not provide the foodstuffs, and then the public would be faced with a scarcity. That was a simple fact that had to be faced. Australia had fixed prices, and nobody could say that the workers had gained by it. — [1208, 43, 1437, 104]
divider — [1704, 608, 1913, 609]
article-paragraph: Sir Joseph Ward: "I do not believe that the necessities of the war justify us in being unjust to those on the land." He did not believe in an export tax. The Government should do nothing to check production in this country, and if it was going to have any new taxation it should be on all sections alike. No government could tell where the export prices would be a year from now. The prices could not be reduced to pay the present land and income taxes, and now a fresh impost would be placed upon export tax. The Government was largely dependent on these taxes for the revenue that made possible the continuance of New Zealand's share of the war. The suggestion that the Government should establish a State-controlled line of steamers had not been fully considered. It would be a heavy burden, and the Government had not enough information. In the equalisation scheme it would be unfair to pay a tax on the export of wool to the benefit of the consumers. He would not be a party to supporting such a scheme. — [967, 791, 1197, 883]
article-paragraph: Wasley, L.-Sgt. A., 24/882, Tauranga. Grant, R. O., 24/390, Christchurch. Weir, R. M., 24/482, Ireland. — [246, 206, 475, 221]
article-paragraph: Mr. Veitch: The Prime Minister voted for it. — [974, 460, 1086, 467]
article-paragraph: Mr. Wilkinson: The board would get any return from the rates. — [1455, 503, 1614, 511]
advert-title: GILBEY'S DRY GIN — [325, 1106, 396, 1114]
sub-heading: KILLED IN ACTION. — [89, 235, 159, 243]
article-paragraph: "I am not going to talk patriotic," said Mr. Luke, "but one cannot help feeling a bit when he has his boys fighting in the trenches day after day. As far as the question concerned, I don't think the council would entertain the proposals." — [1688, 410, 1928, 433]
article-paragraph: As to the righteousness of the claim, he thought that the profits which the hotels might be restricted from making by the distorted conditions of trade were not comparable with the many other professions and trades now suffering, and the great sacrifices which were being made. What was it all compared with the man who was in the trenches? — [1688, 375, 1928, 406]
sub-heading: Cold Comfort. — [1785, 304, 1831, 311]
article-paragraph: Two casualty lists, issued yesterday, contained 87 names. There were 38 deaths. A classification follows:- — [13, 136, 235, 151]
byline: By Telegraph-Press Association. — [1776, 626, 1847, 632]
article-paragraph: Prev. Reported Missing, Now Reported by Germans. Auckland Infantry Regiment. Dumbell, H. C. (W. D. Dumbell, 19 Featherston Ter., Wellington, f.). Wardle, A. (A. Wardle, Kent, f.). — [13, 893, 235, 915]
article-paragraph: to take less than the prices paid to the Canadian farmer, and to the British farmer, it would not be fair that the farmer should be blamed. The average wage of the Wellington wharf labourers was higher than that obtained by any dairy farmer in the country. He was glad to hear the Prime Minister say that he would be no party to any scheme which would work injustice to the producers of the Dominion. Mr. Wilkinson insisted that the increased prices of foodstuffs produced in New Zealand were not due to any rise in the increased cost of living. The prices of all imported goods had advanced. He hoped that if the report went back to the committee no unfair charge would be imposed upon the farmers. — [1448, 43, 1677, 112]
article-paragraph: 2. That the constitution, duties and powers of the Board of Trade be amended to meet the altered conditions consequent upon the appointment of the Food Controller. — [486, 556, 716, 571]
sub-heading: LAND LAWS AMENDMENT BILL — [1507, 373, 1618, 381]
table-row: Units sold 450,281 456,617 11,524 — [1449, 637, 1677, 643]
section-heading: ALLEGED INFANTICIDE — [1762, 614, 1854, 622]
article-paragraph: Mr. Wilford: Will you sell a shilling's worth of stamps? — [1214, 288, 1355, 296]
table-row: Capital charges £8,973 £8,403 £570 — [1449, 681, 1677, 687]
article-paragraph: The Defence authorities advise that Private Jones (Nelson Third Specialists) was found dead by the roadside near Trentham camp, Featherston. Cause of death is unknown. — [1688, 588, 1928, 604]
column-cost-of-living-2 — [721, 433, 962, 1932]
article-paragraph: The House proceeded to discuss the report of the Cost of Living Committee. — [1455, 542, 1650, 549]
divider — [1760, 63, 1856, 64]
sub-heading: A LATER LIST — [90, 685, 158, 696]
electric-returns-table — [1448, 595, 1677, 644]
article-paragraph: Mr. Anstey: And what about the Cost of Living Act? — [733, 679, 867, 686]
article-paragraph: Cotton, G., 10/3102, Wellington. — [253, 117, 337, 125]
article-paragraph: 9. That, in the committee's opinion the special plenary powers to be vested in the Food Controller should include, inter alia, the following:- — [486, 815, 716, 830]
divider — [795, 274, 888, 275]
section-heading: SECOND DIVISION LEAGUE — [292, 600, 429, 611]
masthead: THE DOMINION, TUESDAY, OCTOBER 16, 1917. — [648, 7, 1294, 35]
article-paragraph: Very little business came before the last meeting of the Central Chamber of Commerce, which was presided over by Mr. W. Gray. — [1448, 747, 1677, 762]
advert-title: The True British Spirit, — [323, 1077, 398, 1084]
article-paragraph: The House of Representatives met at 7.30 p.m. yesterday. — [1455, 384, 1602, 391]
article-paragraph: Jardine, T. (J. Jardine, England, f. Oct. 6). October 6. Capstick, A. J. (F. Capstick, Hanly, f.). Goodson, A. J. (J. Goodson, Cambridge, m.). Dell, T. A. (A. Dell, Wairarapa, m.). Mullins, W. J. (J. Mullins, Greymouth, m.). Gillies, W. (G. Gillies, Haszel, m.). Pitt, W. N. (W. Pitt, Wanganui, m.). Franklyn, W. (J. Franklyn, Southbridge, m.). — [13, 797, 235, 835]
article-paragraph: That the report be referred back to the committee for further consideration of paragraph 9 (b) thereof. — [726, 763, 956, 778]
sub-heading: Removed from Seriously Ill List. — [308, 225, 413, 233]
sub-heading: One Blot on the Report. — [1044, 888, 1120, 895]
article-paragraph: A deputation consisting of Messrs. H. Dwyer, P. Oakley, T. M'Parland, P. M. Page, and George M'Donald, who were representing the Licensed Victuallers, waited on the Finance Committee of the City Council yesterday afternoon in respect to certain claims for consideration on account of the pending restrictions to the licensed victuallers' trade. — [1688, 110, 1928, 141]
article-paragraph: The Mayor (Mr. J. P. Luke), as chairman of the committee, said that he must be conservative in his remarks. He did not think the council would necessarily lose its income, but in any event, a revision of valuation was due for all properties. The council was not disposed to grant any remission of rents on licensed premises, because other ratepayers were suffering equally and the council could not grant privileges to any one section of the community. — [1688, 314, 1928, 360]
sub-heading: RETURNS FOR SEPTEMBER. — [1513, 573, 1612, 581]
sub-heading: ALSO REVALUATION — [1771, 84, 1845, 91]
column-mine-hosts — [1683, 43, 1932, 1932]
article-paragraph: Mr. Wilkinson said that it would not be the first time that tradesmen had been attacked. He would support the report and vote against the amendment. — [1208, 449, 1437, 464]
page-number: 8 — [13, 8, 22, 29]
article-paragraph: Mr. Sidey said an effort was made to get back into committee on this clause, but this could only be done with the unanimous consent of the committee. He was now asking the House to allow the committee to reconsider this clause. — [726, 832, 956, 855]
article-paragraph: Machine-Gun Corps. Hodgson, A. F. (E. Hodgson, Eltham, m. Oct. 5). Artillery. Bliss, A. G. L. (E. Bliss, Sydney, w. October 5). Wood, A. B. S. (E. Wood, Awakau Plains, f. Oct. 5). Auckland Infantry Regiment. October 6. Lankshear, A. J. (A. Parker, Ireland, sis.). Fitzpatrick, J. A. (J. C. Fitzpatrick, Mosgiel, f.). — [13, 712, 235, 742]
article-paragraph: Mr. Massey: It is not yet in operation. — [974, 987, 1070, 994]
article-paragraph: The committee was then set up as follows:-Messrs. E. F. Wise, F. J. Munro, O. Grove, Davies, T. S. Baker, A. Aitken, J. B. Oliver, W. T. Lewer, A. Aitken, A. Dawson, W. Atkinson, E. Manning, G. F. Page, Dow, and Inglis. — [246, 893, 475, 916]
column-parliament — [1442, 43, 1683, 1932]
article-paragraph: Mr. Holland said that the Food Controller should be appointed under the special legislation of the Dominion. — [1208, 327, 1437, 342]
article-paragraph: Mr. C. E. Statham, chairman of the committee, presented the report at 8 p.m., and read the text of it as follows:- — [486, 452, 716, 467]
column-roll-of-honour — [8, 43, 240, 1932]
article-paragraph: (c) To make arrangements for the elimination, as far as possible, of the present unnecessary and wasteful cost of distribution. — [486, 904, 716, 919]
sub-heading: An Amendment. — [816, 725, 867, 733]
article-paragraph: gest that the Government should pay from this fund the loss that was to be incurred on the sale of products here, but he was amazed at the suggestion of the committee in this respect. The members of the committee ought to have known better. — [967, 433, 1197, 456]
article-paragraph: Mr. Fisher: We'll be here till Christmas, anyway! — [733, 883, 858, 890]
article-paragraph: The House of Representatives received the report of the Cost of Living Committee last night, and discussed it at length. — [486, 433, 716, 448]
left-sitting-note: (Left sitting.) — [1549, 335, 1583, 343]
article-paragraph: Sir Joseph Ward: Nonsense. — [1455, 192, 1526, 200]
casualty-table — [13, 155, 235, 212]
masthead-rule — [8, 38, 1932, 40]
article-paragraph: Mr. M'Grath said that he was present to ask for consideration in respect of rents and a refund of license fees. The increased valuations would greatly affect the proposed charges. Many of the licensees would be affected by the rent and the compulsory closing at an early hour. — [1688, 145, 1928, 175]
